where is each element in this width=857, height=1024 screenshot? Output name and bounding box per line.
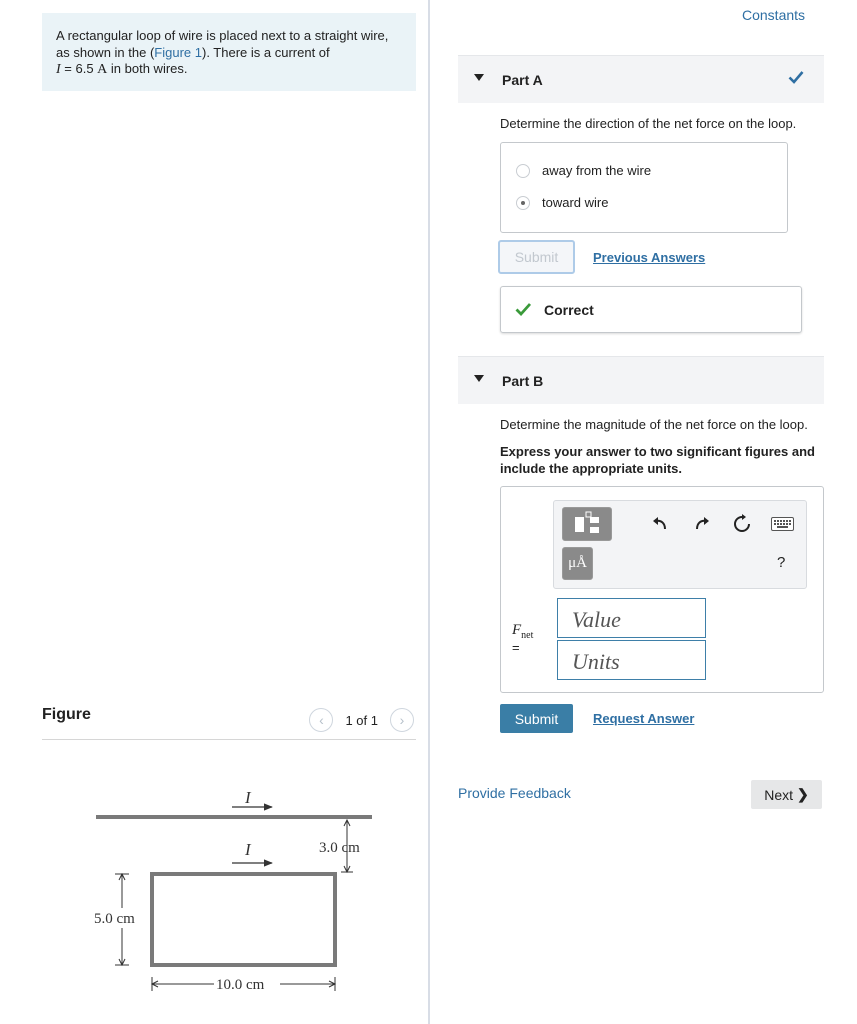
part-a-title: Part A — [502, 72, 543, 88]
units-input[interactable] — [557, 640, 706, 680]
chevron-right-icon: › — [399, 712, 405, 728]
previous-answers-link[interactable]: Previous Answers — [593, 250, 706, 265]
option-toward[interactable] — [516, 195, 608, 210]
height-label: 5.0 cm — [94, 911, 135, 927]
part-b-title: Part B — [502, 373, 544, 389]
fnet-var: F — [512, 622, 522, 638]
radio-toward[interactable] — [516, 196, 530, 210]
radio-away[interactable] — [516, 164, 530, 178]
correct-check-icon — [515, 302, 532, 316]
collapse-triangle-icon — [474, 74, 484, 81]
part-b-header[interactable] — [458, 356, 824, 404]
part-a-result — [500, 286, 802, 333]
equals-sign: = — [512, 640, 520, 655]
chevron-left-icon: ‹ — [319, 712, 324, 728]
rectangular-loop — [152, 874, 335, 965]
current-variable: I — [56, 62, 61, 77]
current-label-bottom: I — [245, 840, 251, 859]
chevron-right-icon: ❯ — [797, 786, 809, 802]
collapse-triangle-icon — [474, 375, 484, 382]
part-b-submit-button[interactable]: Submit — [500, 704, 573, 733]
figure-title: Figure — [42, 706, 91, 723]
next-label: Next — [764, 786, 794, 803]
figure-link[interactable]: Figure 1 — [154, 44, 202, 60]
value-input[interactable] — [557, 598, 706, 638]
math-toolbar — [553, 500, 807, 589]
current-equals: = 6.5 — [60, 61, 98, 76]
provide-feedback-link[interactable]: Provide Feedback — [458, 785, 571, 801]
redo-icon[interactable] — [693, 514, 711, 532]
undo-icon[interactable] — [651, 514, 669, 532]
gap-label: 3.0 cm — [319, 840, 360, 856]
part-a-options — [500, 142, 788, 233]
current-label-top: I — [245, 788, 251, 807]
option-away-label: away from the wire — [542, 163, 652, 178]
keyboard-icon[interactable] — [771, 517, 794, 531]
prev-figure-button[interactable] — [309, 708, 333, 732]
reset-icon[interactable] — [732, 514, 752, 534]
part-a-prompt: Determine the direction of the net force on the loop. — [500, 116, 797, 131]
figure-header — [42, 703, 416, 740]
templates-icon — [563, 508, 613, 542]
request-answer-link[interactable]: Request Answer — [593, 711, 695, 726]
units-button[interactable]: μÅ — [562, 547, 593, 580]
fnet-sub: net — [521, 630, 534, 641]
figure-pager — [309, 708, 414, 732]
fnet-label — [512, 622, 533, 641]
next-figure-button[interactable] — [390, 708, 414, 732]
current-unit: A — [97, 62, 108, 77]
problem-text-1: A rectangular loop of wire is placed next to a straight wire, as shown in the ( — [56, 28, 389, 60]
help-icon[interactable]: ? — [777, 554, 786, 571]
option-away[interactable] — [516, 163, 651, 178]
problem-text-2: ). There is a current of — [201, 44, 330, 60]
option-toward-label: toward wire — [542, 195, 609, 210]
problem-statement — [42, 13, 416, 91]
part-b-instruction: Express your answer to two significant figures and include the appropriate units. — [500, 444, 815, 476]
figure-page-count: 1 of 1 — [345, 712, 378, 728]
next-button[interactable] — [751, 780, 822, 809]
part-a-submit-button[interactable]: Submit — [498, 240, 575, 274]
width-label: 10.0 cm — [216, 977, 265, 993]
current-tail: in both wires. — [107, 61, 188, 76]
templates-button[interactable] — [562, 507, 612, 541]
part-b-prompt: Determine the magnitude of the net force on the loop. — [500, 417, 808, 432]
part-a-header[interactable] — [458, 55, 824, 103]
constants-link[interactable]: Constants — [742, 7, 806, 23]
figure-diagram — [42, 760, 382, 1000]
checkmark-icon — [788, 70, 804, 84]
correct-text: Correct — [544, 302, 594, 318]
